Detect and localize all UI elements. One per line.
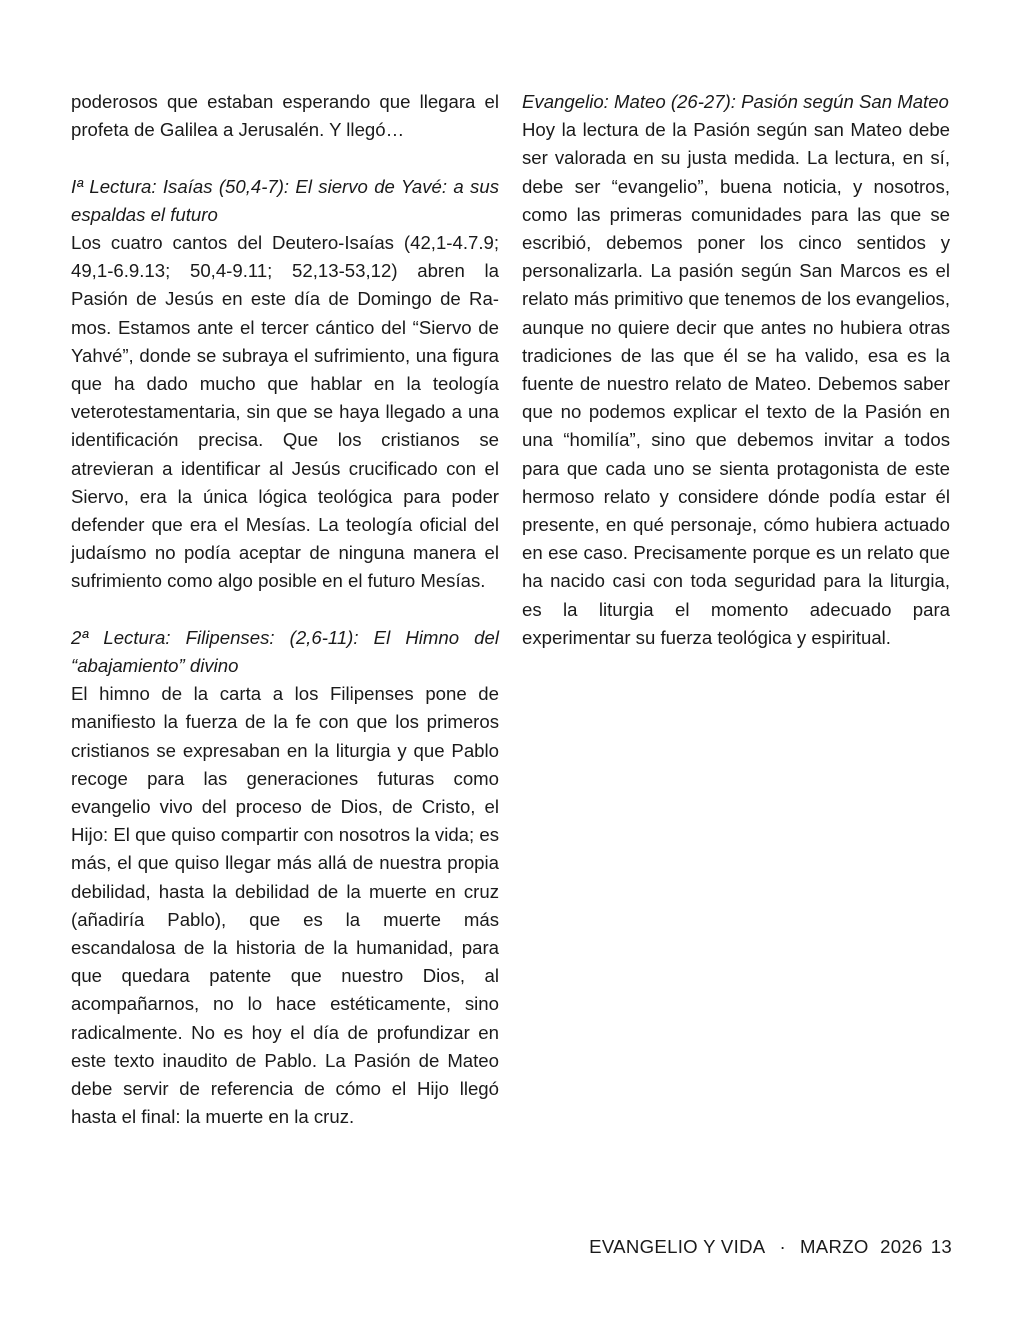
footer-separator: · (779, 1236, 787, 1257)
gospel-body: Hoy la lectura de la Pasión según san Mateo debe ser valorada en su justa medida. La lectura, en sí, debe ser “evangelio”, buena noticia, y nosotros, como las primeras comunidades para las que se escribió, debemos poner los cinco sentidos y personalizarla. La pasión según San Marcos es el relato más primitivo que tenemos de los evangelios, aunque no quiere decir que antes no hubiera otras tradiciones de las que él se ha valido, esa es la fuente de nuestro relato de Mateo. Debemos saber que no podemos explicar el texto de la Pasión en una “homilía”, sino que debemos invitar a todos para que cada uno se sienta protagonista de este hermoso relato y considere dónde podía estar él presente, en qué personaje, cómo hubiera actuado en ese caso. Precisamente porque es un relato que ha nacido casi con toda seguridad para la liturgia, es la liturgia el momento adecuado para experimentar su fuerza teológica y espiritual. (522, 119, 950, 648)
publication-name: EVANGELIO Y VIDA (589, 1236, 766, 1257)
gospel-title: Evangelio: Mateo (26-27): Pasión según San Mateo (522, 91, 949, 112)
reading2-body: El himno de la carta a los Filipenses pone de manifiesto la fuerza de la fe con que los primeros cristianos se expresaban en la liturgia y que Pablo recoge para las generaciones futuras como evangelio vivo del proceso de Dios, de Cristo, el Hijo: El que quiso compartir con nosotros la vida; es más, el que quiso llegar más allá de nuestra propia debilidad, hasta la debilidad de la muerte en cruz (añadiría Pablo), que es la muerte más escandalosa de la historia de la humanidad, para que quedara patente que nuestro Dios, al acompañarnos, no lo hace estéticamente, sino radicalmente. No es hoy el día de profundizar en este texto inaudito de Pablo. La Pasión de Mateo debe servir de referencia de cómo el Hijo llegó hasta el final: la muerte en la cruz. (71, 683, 499, 1128)
footer-year: 2026 (880, 1236, 923, 1257)
right-column (522, 88, 950, 652)
page-number: 13 (930, 1236, 952, 1257)
reading1-title: Iª Lectura: Isaías (50,4-7): El siervo de Yavé: a sus espaldas el futuro (71, 175, 499, 225)
page-footer (589, 1236, 952, 1258)
intro-paragraph: poderosos que estaban esperando que llegara el profeta de Galilea a Jerusalén. Y llegó… (71, 91, 499, 141)
reading2-title: 2ª Lectura: Filipenses: (2,6-11): El Himno del “abajamiento” divino (71, 626, 499, 677)
footer-month: MARZO (800, 1236, 869, 1257)
left-column (71, 88, 499, 1131)
reading1-body: Los cuatro cantos del Deutero-Isaías (42,1-4.7.9; 49,1-6.9.13; 50,4-9.11; 52,13-53,12) abren la Pasión de Jesús en este día de Domingo de Ramos. Estamos ante el tercer cántico del “Siervo de Yahvé”, donde se subraya el sufrimiento, una figura que ha dado mucho que hablar en la teología veterotestamentaria, sin que se haya llegado a una identificación precisa. Que los cristianos se atrevieran a identificar al Jesús crucificado con el Siervo, era la única lógica teológica para poder defender que era el Mesías. La teología oficial del judaísmo no podía aceptar de ninguna manera el sufrimiento como algo posible en el futuro Mesías. (71, 232, 499, 592)
